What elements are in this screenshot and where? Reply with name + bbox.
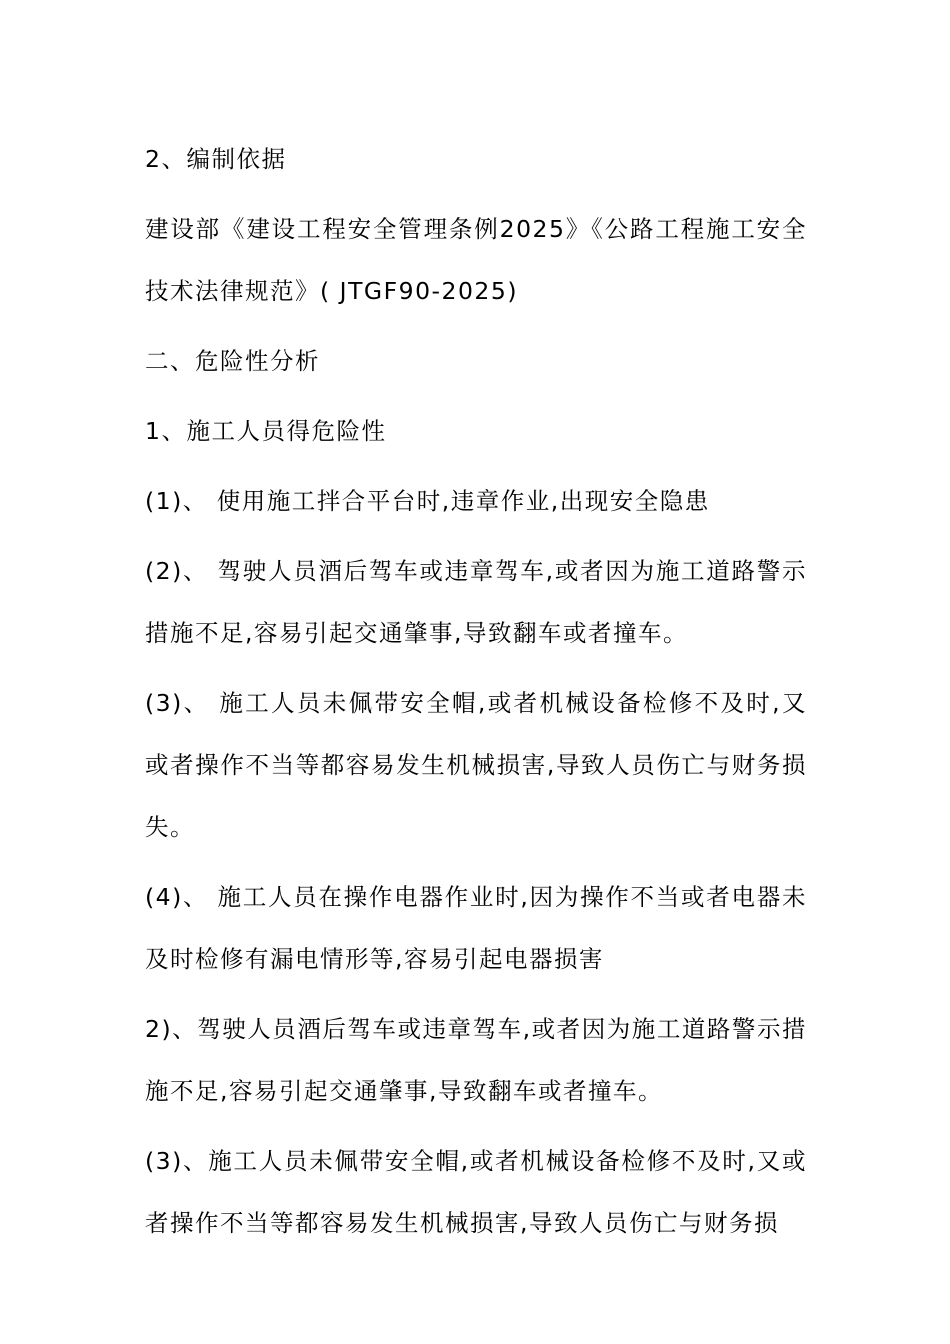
subsection-heading-personnel-risk: 1、施工人员得危险性: [145, 417, 387, 445]
section-heading-risk-analysis: 二、危险性分析: [145, 347, 320, 375]
section-heading-basis: 2、编制依据: [145, 145, 287, 173]
risk-item-4: (4)、 施工人员在操作电器作业时,因为操作不当或者电器未及时检修有漏电情形等,容易引起电器损害: [145, 883, 807, 973]
risk-item-1: (1)、 使用施工拌合平台时,违章作业,出现安全隐患: [145, 487, 710, 515]
risk-item-2: (2)、 驾驶人员酒后驾车或违章驾车,或者因为施工道路警示措施不足,容易引起交通肇事,导致翻车或者撞车。: [145, 557, 807, 647]
basis-paragraph: 建设部《建设工程安全管理条例2025》《公路工程施工安全技术法律规范》( JTGF90-2025): [145, 215, 807, 305]
document-body: [145, 128, 807, 1262]
risk-item-3-repeat: (3)、施工人员未佩带安全帽,或者机械设备检修不及时,又或者操作不当等都容易发生机械损害,导致人员伤亡与财务损: [145, 1147, 807, 1237]
risk-item-2-repeat: 2)、驾驶人员酒后驾车或违章驾车,或者因为施工道路警示措施不足,容易引起交通肇事,导致翻车或者撞车。: [145, 1015, 807, 1105]
risk-item-3: (3)、 施工人员未佩带安全帽,或者机械设备检修不及时,又或者操作不当等都容易发生机械损害,导致人员伤亡与财务损失。: [145, 689, 807, 841]
